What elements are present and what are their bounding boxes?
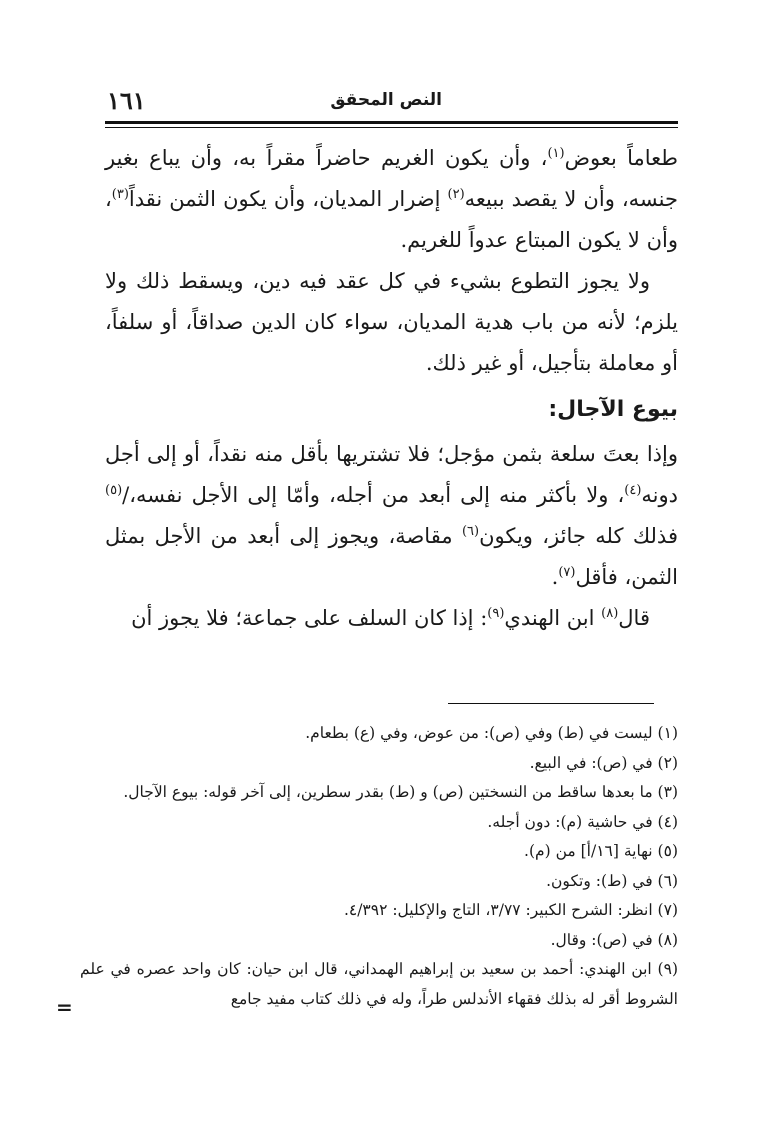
footnote-ref-6: (٦) <box>461 524 480 539</box>
header-rule-thin <box>105 127 678 128</box>
footnote-ref-9: (٩) <box>487 606 505 621</box>
footnote-ref-7: (٧) <box>558 565 576 580</box>
footnote-ref-3: (٣) <box>111 187 129 202</box>
footnote-ref-5: (٥) <box>105 483 123 498</box>
running-header <box>105 86 678 120</box>
footnote-ref-2: (٢) <box>447 187 465 202</box>
header-rule-thick <box>105 121 678 124</box>
footnote: (٢) في (ص): في البيع. <box>529 753 678 772</box>
footnote-ref-1: (١) <box>547 146 565 161</box>
page-number: ١٦١ <box>107 86 146 115</box>
footnotes <box>80 719 678 1014</box>
footnote: (٣) ما بعدها ساقط من النسختين (ص) و (ط) بقدر سطرين، إلى آخر قوله: بيوع الآجال. <box>123 783 678 801</box>
main-text <box>105 138 678 639</box>
footnote: (٩) ابن الهندي: أحمد بن سعيد بن إبراهيم الهمداني، قال ابن حيان: كان واحد عصره في علم الشروط أقر له بذلك فقهاء الأندلس طراً، وله في ذلك كتاب مفيد جامع <box>80 960 678 1008</box>
paragraph-3: وإذا بعتَ سلعة بثمن مؤجل؛ فلا تشتريها بأقل منه نقداً، أو إلى أجل دونه$^{(٤)}$، ولا بأكثر منه إلى أبعد من أجله، وأمّا إلى الأجل نفسه،/$^{(٥)}$ فذلك كله جائز، ويكون$^{(٦)}$ مقاصة، ويجوز إلى أبعد من الأجل بمثل الثمن، فأقل$^{(٧)}$. <box>105 442 678 589</box>
footnote: (٤) في حاشية (م): دون أجله. <box>487 812 678 831</box>
footnote: (٧) انظر: الشرح الكبير: ٣/٧٧، التاج والإكليل: ٤/٣٩٢. <box>343 901 678 919</box>
footnote: (٦) في (ط): وتكون. <box>546 871 678 890</box>
paragraph-4: قال$^{(٨)}$ ابن الهندي$^{(٩)}$: إذا كان السلف على جماعة؛ فلا يجوز أن <box>131 606 650 630</box>
footnote-ref-4: (٤) <box>624 483 642 498</box>
section-heading: بيوع الآجال: <box>548 397 678 422</box>
header-title: النص المحقق <box>330 90 442 110</box>
paragraph-1: طعاماً بعوض$^{(١)}$، وأن يكون الغريم حاضراً مقراً به، وأن يباع بغير جنسه، وأن لا يقصد ببيعه$^{(٢)}$ إضرار المديان، وأن يكون الثمن نقداً$^{(٣)}$، وأن لا يكون المبتاع عدواً للغريم. <box>105 146 679 252</box>
footnote: (٨) في (ص): وقال. <box>550 930 678 949</box>
paragraph-2: ولا يجوز التطوع بشيء في كل عقد فيه دين، ويسقط ذلك ولا يلزم؛ لأنه من باب هدية المديان، سواء كان الدين صداقاً، أو سلفاً، أو معاملة بتأجيل، أو غير ذلك. <box>105 269 678 375</box>
footnote: (٥) نهاية [١٦/أ] من (م). <box>524 842 678 860</box>
footnote-separator <box>448 703 654 704</box>
continuation-mark: = <box>56 995 73 1019</box>
footnote-ref-8: (٨) <box>601 606 619 621</box>
footnote: (١) ليست في (ط) وفي (ص): من عوض، وفي (ع) بطعام. <box>305 724 678 742</box>
